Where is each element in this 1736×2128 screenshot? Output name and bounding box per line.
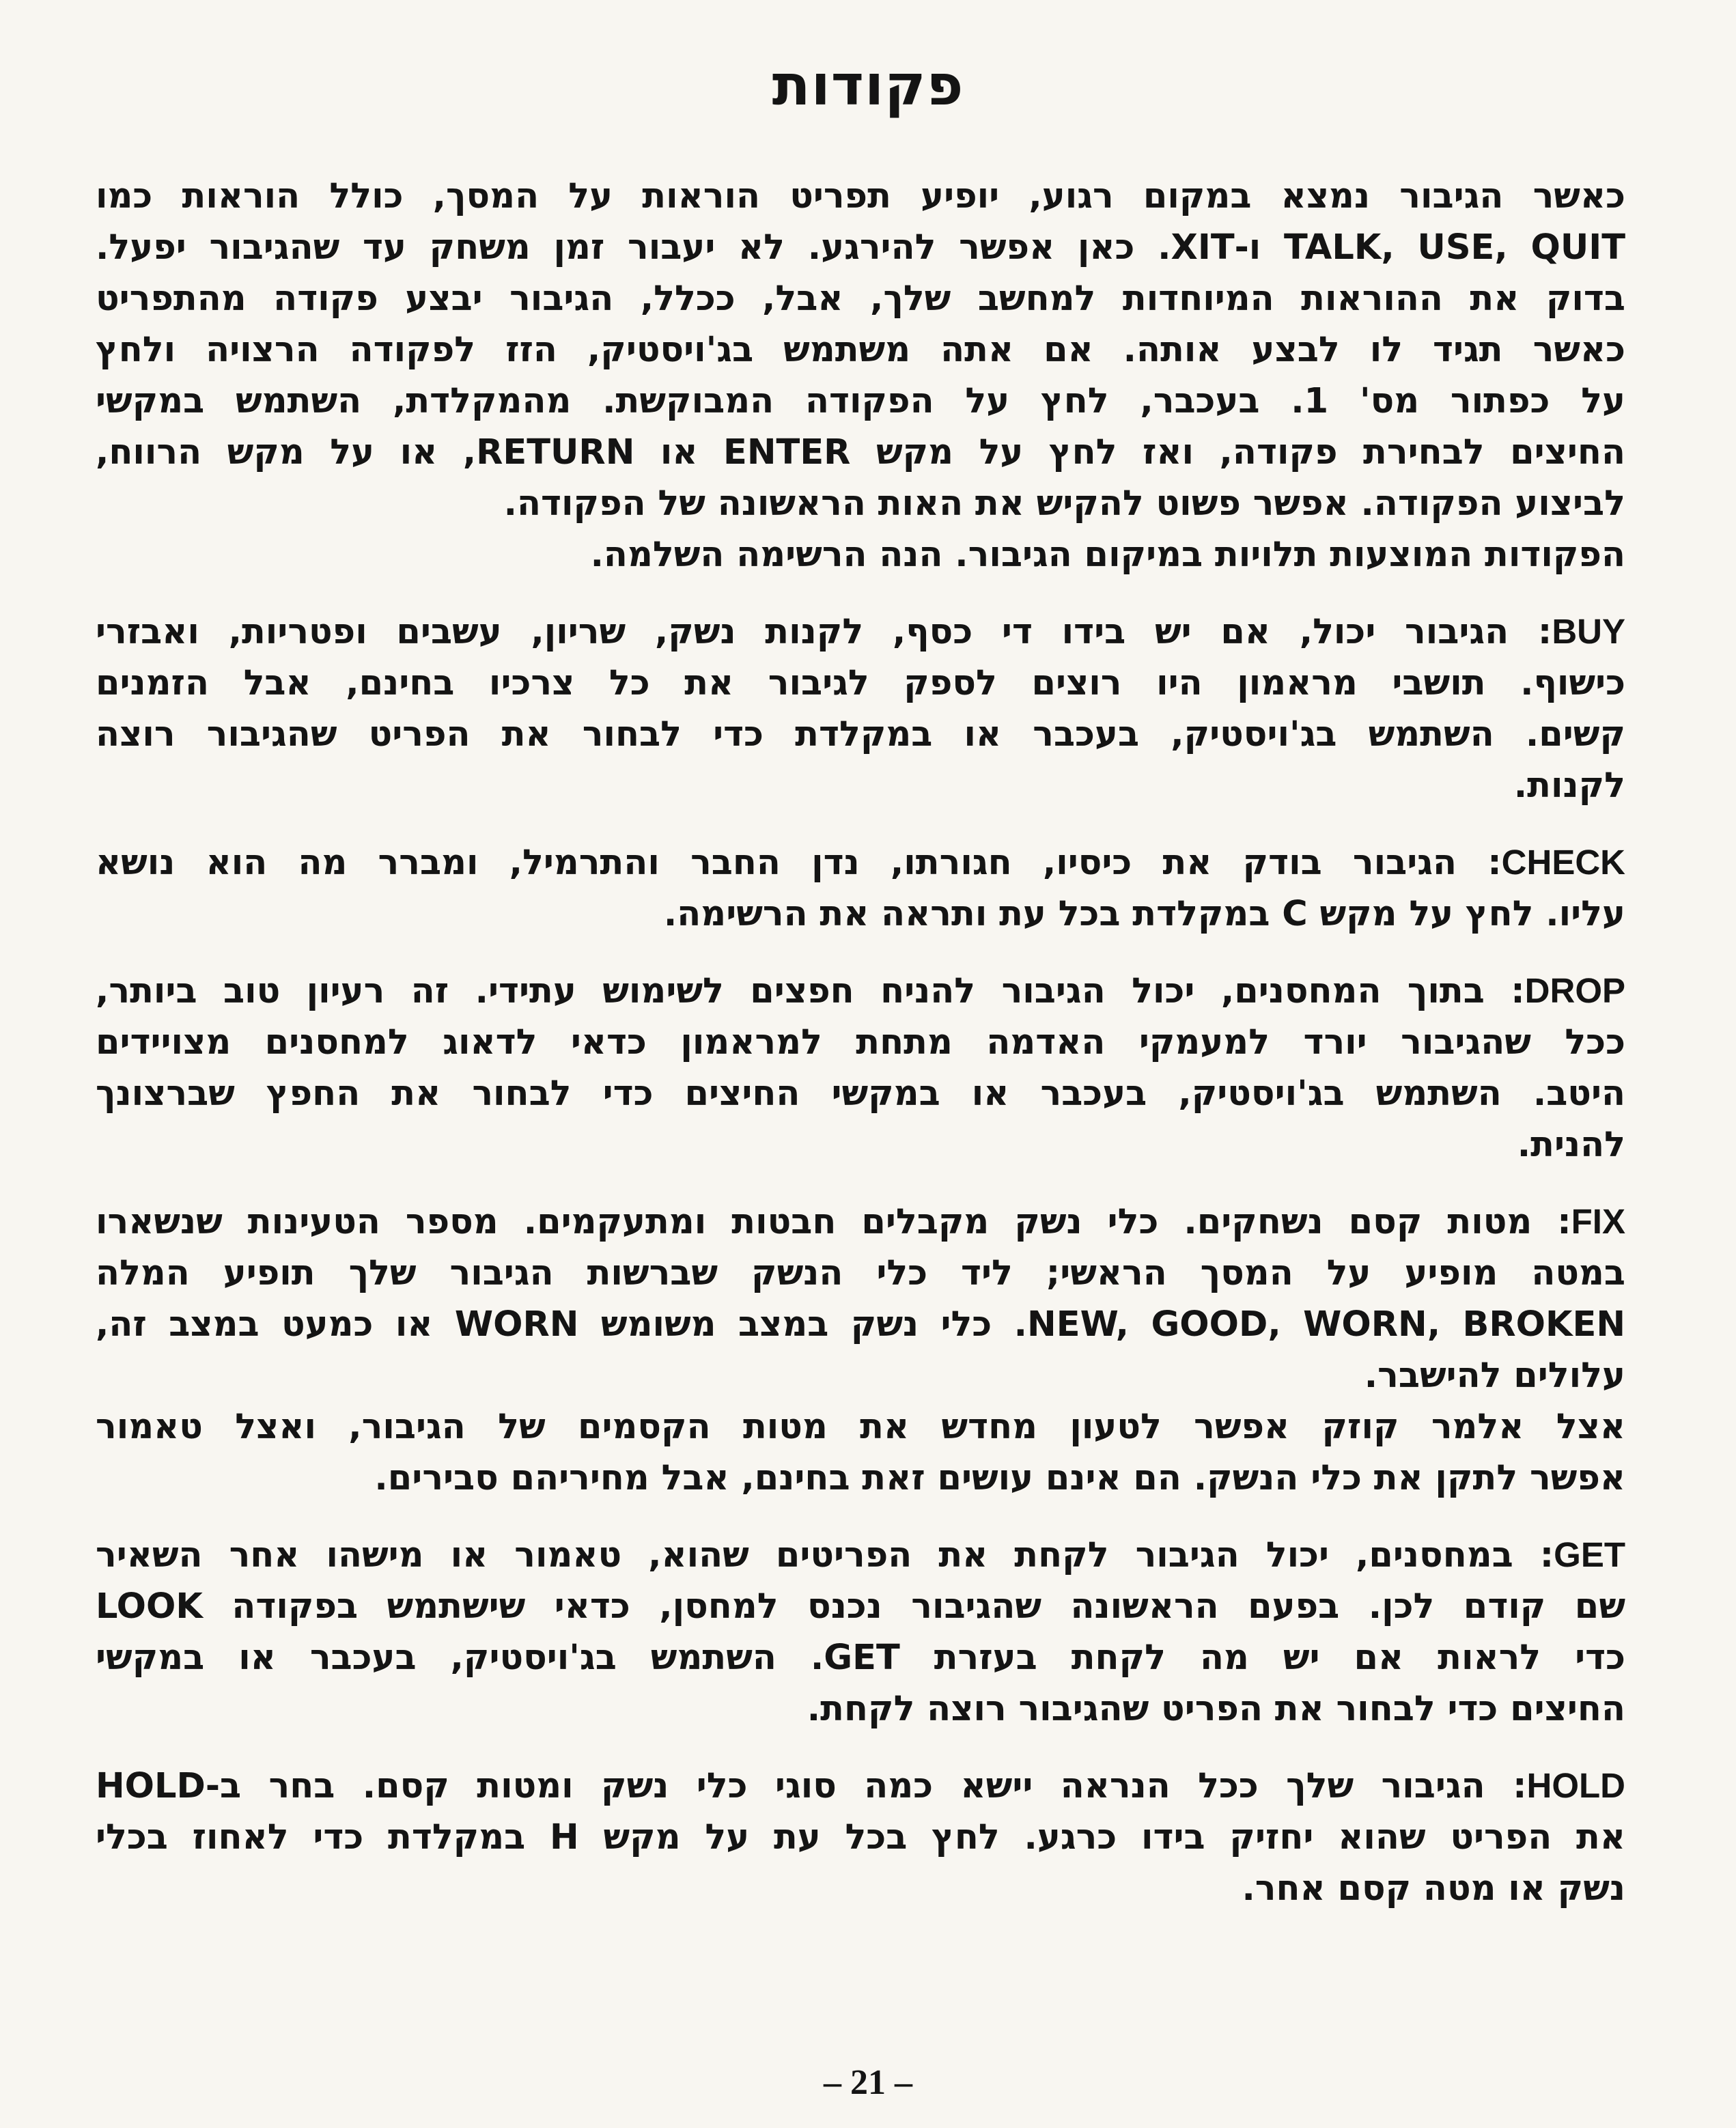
text-line: HOLD: הגיבור שלך ככל הנראה יישא כמה סוגי כלי נשק ומטות קסם. בחר ב-HOLD xyxy=(96,1766,1625,1806)
command-check xyxy=(96,837,1625,940)
command-hold xyxy=(96,1760,1625,1914)
command-name: GET xyxy=(1554,1535,1625,1574)
page-body xyxy=(96,171,1625,1940)
text-line: NEW, GOOD, WORN, BROKEN. כלי נשק במצב משומש WORN או כמעט במצב זה, xyxy=(96,1304,1626,1345)
command-name: HOLD xyxy=(1526,1766,1625,1805)
text-line: עלולים להישבר. xyxy=(1364,1356,1625,1396)
text-line: החיצים כדי לבחור את הפריט שהגיבור רוצה לקחת. xyxy=(807,1689,1625,1729)
text-line: אצל אלמר קוזק אפשר לטעון מחדש את מטות הקסמים של הגיבור, ואצל טאמור xyxy=(96,1407,1625,1447)
text-line: נשק או מטה קסם אחר. xyxy=(1242,1868,1625,1909)
text-line: TALK, USE, QUIT ו-XIT. כאן אפשר להירגע. לא יעבור זמן משחק עד שהגיבור יפעל. xyxy=(96,227,1625,268)
text-line: במטה מופיע על המסך הראשי; ליד כלי הנשק שברשות הגיבור שלך תופיע המלה xyxy=(96,1253,1625,1293)
command-buy xyxy=(96,606,1625,811)
text-line: כישוף. תושבי מראמון היו רוצים לספק לגיבור את כל צרכיו בחינם, אבל הזמנים xyxy=(96,663,1625,703)
intro-paragraph xyxy=(96,171,1625,580)
command-text: בתוך המחסנים, יכול הגיבור להניח חפצים לשימוש עתידי. זה רעיון טוב ביותר, xyxy=(96,971,1485,1011)
text-line: שם קודם לכן. בפעם הראשונה שהגיבור נכנס למחסן, כדאי שישתמש בפקודה LOOK xyxy=(96,1586,1625,1627)
text-line: BUY: הגיבור יכול, אם יש בידו די כסף, לקנות נשק, שריון, עשבים ופטריות, ואבזרי xyxy=(96,612,1625,652)
command-fix xyxy=(96,1196,1625,1504)
command-text: הגיבור בודק את כיסיו, חגורתו, נדן החבר והתרמיל, ומברר מה הוא נושא xyxy=(96,843,1457,883)
text-line: הפקודות המוצעות תלויות במיקום הגיבור. הנה הרשימה השלמה. xyxy=(590,535,1625,575)
text-line: החיצים לבחירת פקודה, ואז לחץ על מקש ENTER או RETURN, או על מקש הרווח, xyxy=(96,432,1626,473)
command-text: במחסנים, יכול הגיבור לקחת את הפריטים שהוא, טאמור או מישהו אחר השאיר xyxy=(96,1535,1513,1576)
text-line: DROP: בתוך המחסנים, יכול הגיבור להניח חפצים לשימוש עתידי. זה רעיון טוב ביותר, xyxy=(96,971,1626,1011)
page-number: – 21 – xyxy=(824,2063,912,2102)
text-line: כאשר תגיד לו לבצע אותה. אם אתה משתמש בג'ויסטיק, הזז לפקודה הרצויה ולחץ xyxy=(96,330,1625,370)
text-line: לביצוע הפקודה. אפשר פשוט להקיש את האות הראשונה של הפקודה. xyxy=(503,484,1625,524)
command-text: מטות קסם נשחקים. כלי נשק מקבלים חבטות ומתעקמים. מספר הטעינות שנשארו xyxy=(96,1202,1532,1242)
command-get xyxy=(96,1529,1625,1735)
command-text: הגיבור יכול, אם יש בידו די כסף, לקנות נשק, שריון, עשבים ופטריות, ואבזרי xyxy=(96,612,1509,652)
page-title: פקודות xyxy=(772,53,964,118)
text-line: בדוק את ההוראות המיוחדות למחשב שלך, אבל, ככלל, הגיבור יבצע פקודה מהתפריט xyxy=(96,279,1625,319)
command-drop xyxy=(96,965,1625,1171)
command-name: FIX xyxy=(1571,1202,1625,1241)
text-line: כדי לראות אם יש מה לקחת בעזרת GET. השתמש בג'ויסטיק, בעכבר או במקשי xyxy=(96,1638,1626,1678)
text-line: על כפתור מס' 1. בעכבר, לחץ על הפקודה המבוקשת. מהמקלדת, השתמש במקשי xyxy=(96,381,1625,421)
text-line: עליו. לחץ על מקש C במקלדת בכל עת ותראה את הרשימה. xyxy=(663,894,1625,934)
text-line: כאשר הגיבור נמצא במקום רגוע, יופיע תפריט הוראות על המסך, כולל הוראות כמו xyxy=(96,176,1625,216)
text-line: את הפריט שהוא יחזיק בידו כרגע. לחץ בכל עת על מקש H במקלדת כדי לאחוז בכלי xyxy=(96,1817,1625,1858)
command-name: DROP xyxy=(1524,971,1626,1010)
text-line: FIX: מטות קסם נשחקים. כלי נשק מקבלים חבטות ומתעקמים. מספר הטעינות שנשארו xyxy=(96,1202,1625,1242)
text-line: להנית. xyxy=(1517,1125,1625,1165)
text-line: GET: במחסנים, יכול הגיבור לקחת את הפריטים שהוא, טאמור או מישהו אחר השאיר xyxy=(96,1535,1625,1576)
command-text: הגיבור שלך ככל הנראה יישא כמה סוגי כלי נשק ומטות קסם. בחר ב-HOLD xyxy=(96,1766,1485,1806)
text-line: CHECK: הגיבור בודק את כיסיו, חגורתו, נדן החבר והתרמיל, ומברר מה הוא נושא xyxy=(96,843,1626,883)
command-name: BUY xyxy=(1552,612,1625,651)
text-line: לקנות. xyxy=(1513,766,1625,806)
text-line: ככל שהגיבור יורד למעמקי האדמה מתחת למראמון כדאי לדאוג למחסנים מצויידים xyxy=(96,1022,1625,1063)
text-line: היטב. השתמש בג'ויסטיק, בעכבר או במקשי החיצים כדי לבחור את החפץ שברצונך xyxy=(96,1074,1625,1114)
text-line: אפשר לתקן את כלי הנשק. הם אינם עושים זאת בחינם, אבל מחיריהם סבירים. xyxy=(374,1458,1625,1498)
command-name: CHECK xyxy=(1501,843,1626,882)
text-line: קשים. השתמש בג'ויסטיק, בעכבר או במקלדת כדי לבחור את הפריט שהגיבור רוצה xyxy=(96,714,1625,755)
